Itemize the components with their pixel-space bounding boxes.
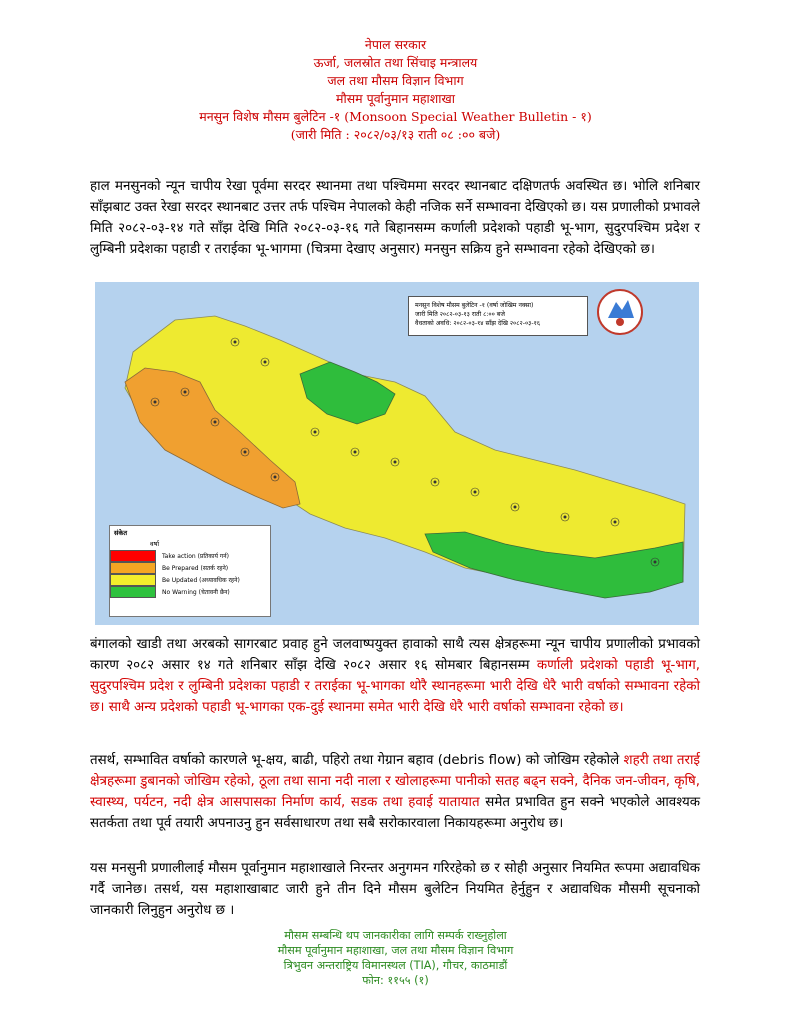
legend-label: No Warning (चेतावनी छैन) bbox=[162, 589, 230, 596]
legend-item bbox=[110, 574, 270, 586]
legend-swatch bbox=[110, 586, 156, 598]
paragraph-3-start: तसर्थ, सम्भावित वर्षाको कारणले भू-क्षय, बाढी, पहिरो तथा गेग्रान बहाव (debris flow) को जोखिम रहेकोले bbox=[90, 753, 620, 768]
legend-list bbox=[110, 550, 270, 598]
paragraph-4: यस मनसुनी प्रणालीलाई मौसम पूर्वानुमान महाशाखाले निरन्तर अनुगमन गरिरहेको छ र सोही अनुसार नियमित रूपमा अद्यावधिक गर्दै जानेछ। तसर्थ, यस महाशाखाबाट जारी हुने तीन दिने मौसम बुलेटिन नियमित हेर्नुहुन र अद्यावधिक मौसमी सूचनाको जानकारी लिनुहुन अनुरोध छ । bbox=[90, 861, 700, 918]
issue-date: (जारी मिति : २०८२/०३/१३ राती ०८ :०० बजे) bbox=[290, 127, 501, 142]
footer-line-2: मौसम पूर्वानुमान महाशाखा, जल तथा मौसम विज्ञान विभाग bbox=[277, 944, 514, 957]
map-info-line-3: वैधताको अवधि: २०८२-०३-१४ साँझ देखि २०८२-०३-१६ bbox=[415, 320, 541, 327]
map-legend bbox=[109, 525, 271, 617]
contact-footer bbox=[0, 928, 791, 988]
paragraph-3-end: समेत प्रभावित हुन सक्ने भएकोले आवश्यक सतर्कता तथा पूर्व तयारी अपनाउनु हुन सर्वसाधारण तथा सबै सरोकारवाला निकायहरूमा अनुरोध छ। bbox=[90, 795, 700, 831]
nepal-emblem bbox=[598, 290, 642, 334]
legend-title: संकेत bbox=[114, 529, 128, 537]
legend-swatch bbox=[110, 562, 156, 574]
map-info-line-2: जारी मिति २०८२-०३-१३ राती ८:०० बजे bbox=[415, 311, 505, 318]
govt-name: नेपाल सरकार bbox=[364, 37, 427, 52]
bulletin-header bbox=[0, 36, 791, 144]
bulletin-title: मनसुन विशेष मौसम बुलेटिन -१ (Monsoon Special Weather Bulletin - १) bbox=[199, 109, 592, 124]
map-info-line-1: मनसुन विशेष मौसम बुलेटिन -१ (वर्षा जोखिम नक्सा) bbox=[415, 302, 534, 309]
legend-item bbox=[110, 550, 270, 562]
paragraph-3 bbox=[90, 750, 700, 834]
legend-swatch bbox=[110, 574, 156, 586]
paragraph-2-black: बंगालको खाडी तथा अरबको सागरबाट प्रवाह हुने जलवाष्पयुक्त हावाको साथै त्यस क्षेत्रहरूमा न्यून चापीय प्रणालीको प्रभावको कारण २०८२ असार १४ गते शनिबार साँझ देखि २०८२ असार १६ सोमबार बिहानसम्म bbox=[90, 637, 700, 673]
intro-paragraph: हाल मनसुनको न्यून चापीय रेखा पूर्वमा सरदर स्थानमा तथा पश्चिममा सरदर स्थानबाट दक्षिणतर्फ अवस्थित छ। भोलि शनिबार साँझबाट उक्त रेखा सरदर स्थानबाट उत्तर तर्फ पश्चिम नेपालको केही नजिक सर्ने सम्भावना देखिएको छ। यस प्रणालीको प्रभावले मिति २०८२-०३-१४ गते साँझ देखि मिति २०८२-०३-१६ गते बिहानसम्म कर्णाली प्रदेशको पहाडी भू-भाग, सुदुरपश्चिम प्रदेश र लुम्बिनी प्रदेशका पहाडी र तराईका भू-भागमा (चित्रमा देखाए अनुसार) मनसुन सक्रिय हुने सम्भावना रहेको देखिएको छ। bbox=[90, 179, 700, 257]
legend-item bbox=[110, 562, 270, 574]
legend-label: Be Prepared (सतर्क रहने) bbox=[162, 565, 229, 572]
legend-swatch bbox=[110, 550, 156, 562]
paragraph-2 bbox=[90, 634, 700, 718]
division-name: मौसम पूर्वानुमान महाशाखा bbox=[335, 91, 455, 106]
rainfall-risk-map bbox=[95, 282, 699, 625]
paragraph-3-red: शहरी तथा तराई क्षेत्रहरूमा डुबानको जोखिम रहेको, ठूला तथा साना नदी नाला र खोलाहरूमा पानीको सतह बढ्न सक्ने, दैनिक जन-जीवन, कृषि, स्वास्थ्य, पर्यटन, नदी क्षेत्र आसपासका निर्माण कार्य, सडक तथा हवाई यातायात bbox=[90, 753, 700, 810]
legend-rain-label: वर्षा bbox=[150, 540, 160, 548]
legend-item bbox=[110, 586, 270, 598]
legend-label: Take action (प्रतिकार्य गर्न) bbox=[162, 553, 229, 560]
map-info-box bbox=[408, 296, 588, 336]
legend-label: Be Updated (अध्यावधिक रहने) bbox=[162, 577, 240, 584]
ministry-name: ऊर्जा, जलस्रोत तथा सिंचाइ मन्त्रालय bbox=[313, 55, 478, 70]
paragraph-2-red: कर्णाली प्रदेशको पहाडी भू-भाग, सुदुरपश्चिम प्रदेश र लुम्बिनी प्रदेशका पहाडी र तराईका भू-भागका थोरै स्थानहरूमा भारी देखि धेरै भारी वर्षाको सम्भावना रहेको छ। साथै अन्य प्रदेशको पहाडी भू-भागका एक-दुई स्थानमा समेत भारी देखि धेरै भारी वर्षाको सम्भावना रहेको छ। bbox=[90, 658, 701, 715]
department-name: जल तथा मौसम विज्ञान विभाग bbox=[327, 73, 464, 88]
footer-line-3: त्रिभुवन अन्तराष्ट्रिय विमानस्थल (TIA), गौचर, काठमाडौं bbox=[283, 959, 508, 972]
footer-line-4: फोन: ११५५ (१) bbox=[362, 974, 429, 987]
footer-line-1: मौसम सम्बन्धि थप जानकारीका लागि सम्पर्क राख्नुहोला bbox=[284, 929, 507, 942]
